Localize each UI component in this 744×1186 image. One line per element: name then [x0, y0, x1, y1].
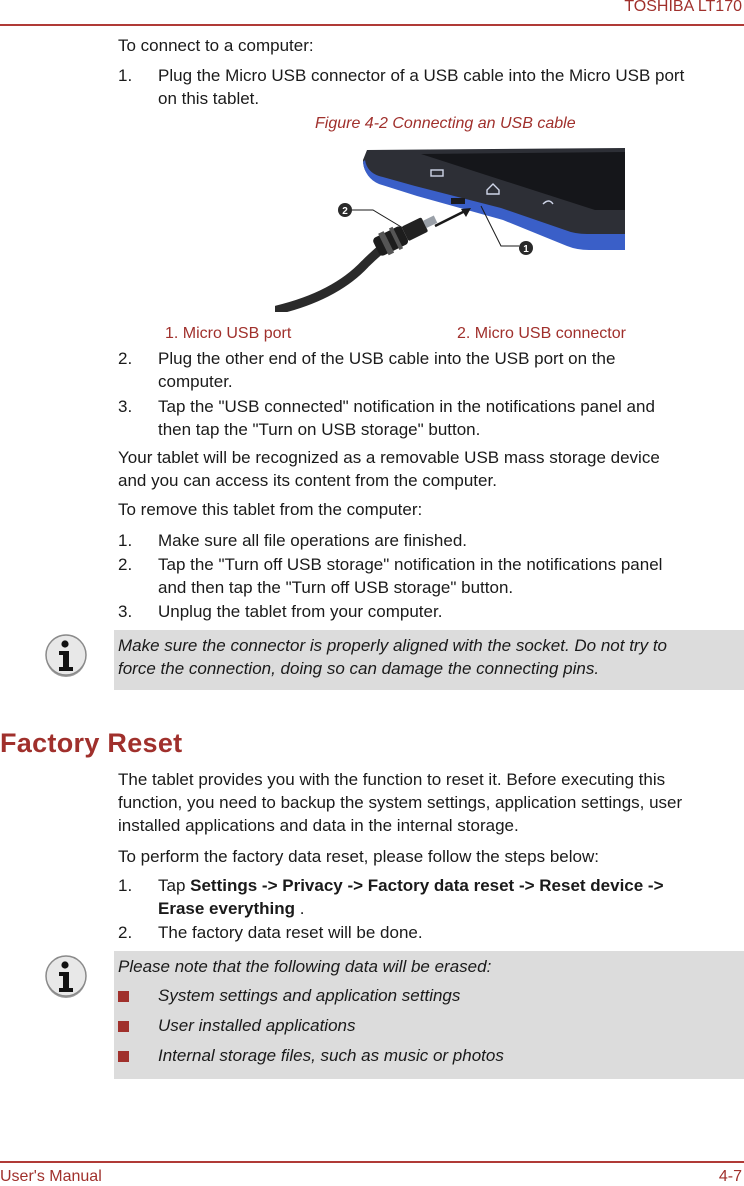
step-text: Plug the other end of the USB cable into the USB port on the computer. — [158, 349, 616, 391]
note-box-erased-data: Please note that the following data will be erased: System settings and application settings User installed applications Internal storage files, such as music or photos — [114, 951, 744, 1079]
callout-1-label: 1 — [523, 244, 529, 255]
step-text: Tap Settings -> Privacy -> Factory data reset -> Reset device -> Erase everything . — [158, 876, 664, 918]
usb-cable — [277, 240, 393, 310]
menu-path-end: Erase everything — [158, 899, 296, 918]
bullet-marker — [118, 1051, 129, 1062]
info-icon — [44, 634, 88, 678]
connect-intro: To connect to a computer: — [118, 36, 314, 55]
recognition-paragraph: Your tablet will be recognized as a removable USB mass storage device and you can access its content from the computer. — [118, 448, 660, 490]
figure-caption: Figure 4-2 Connecting an USB cable — [315, 115, 576, 132]
step-text: Unplug the tablet from your computer. — [158, 602, 443, 621]
footer-manual-title: User's Manual — [0, 1168, 102, 1185]
section-heading: Factory Reset — [0, 728, 183, 758]
step-number: 3. — [118, 602, 133, 621]
step-number: 1. — [118, 66, 133, 85]
step-text: Make sure all file operations are finished. — [158, 531, 467, 550]
step-text: Tap the "USB connected" notification in the notifications panel and then tap the "Turn on USB storage" button. — [158, 397, 655, 439]
step-number: 1. — [118, 531, 133, 550]
footer-rule — [0, 1161, 744, 1163]
note-intro: Please note that the following data will be erased: — [118, 957, 492, 976]
legend-micro-usb-connector: 2. Micro USB connector — [457, 325, 626, 342]
usb-connection-illustration — [275, 146, 625, 312]
micro-usb-port — [451, 198, 465, 204]
menu-path: Settings -> Privacy -> Factory data reset -> Reset device -> — [190, 876, 664, 895]
insert-arrow — [435, 210, 467, 226]
remove-intro: To remove this tablet from the computer: — [118, 500, 423, 519]
step-text: Tap the "Turn off USB storage" notification in the notifications panel and then tap the "Turn off USB storage" button. — [158, 555, 663, 597]
running-header: TOSHIBA LT170 — [624, 0, 742, 15]
bullet-marker — [118, 1021, 129, 1032]
step-number: 3. — [118, 397, 133, 416]
info-icon — [44, 955, 88, 999]
note-box-connector — [114, 630, 744, 690]
micro-usb-connector — [371, 208, 441, 259]
step-number: 2. — [118, 923, 133, 942]
step-text: The factory data reset will be done. — [158, 923, 423, 942]
reset-steps-intro: To perform the factory data reset, please follow the steps below: — [118, 847, 599, 866]
step-text: Plug the Micro USB connector of a USB cable into the Micro USB port on this tablet. — [158, 66, 685, 108]
header-rule — [0, 24, 744, 26]
reset-intro-paragraph: The tablet provides you with the function to reset it. Before executing this function, you need to backup the system settings, application settings, user installed applications and data in the internal storage. — [118, 770, 683, 835]
step-number: 1. — [118, 876, 133, 895]
note-text: Make sure the connector is properly aligned with the socket. Do not try to force the connection, doing so can damage the connecting pins. — [118, 636, 667, 678]
legend-micro-usb-port: 1. Micro USB port — [165, 325, 292, 342]
page-number: 4-7 — [718, 1168, 742, 1185]
step-number: 2. — [118, 555, 133, 574]
callout-2-leader — [351, 210, 403, 228]
bullet-marker — [118, 991, 129, 1002]
callout-2-label: 2 — [342, 206, 348, 217]
step-number: 2. — [118, 349, 133, 368]
